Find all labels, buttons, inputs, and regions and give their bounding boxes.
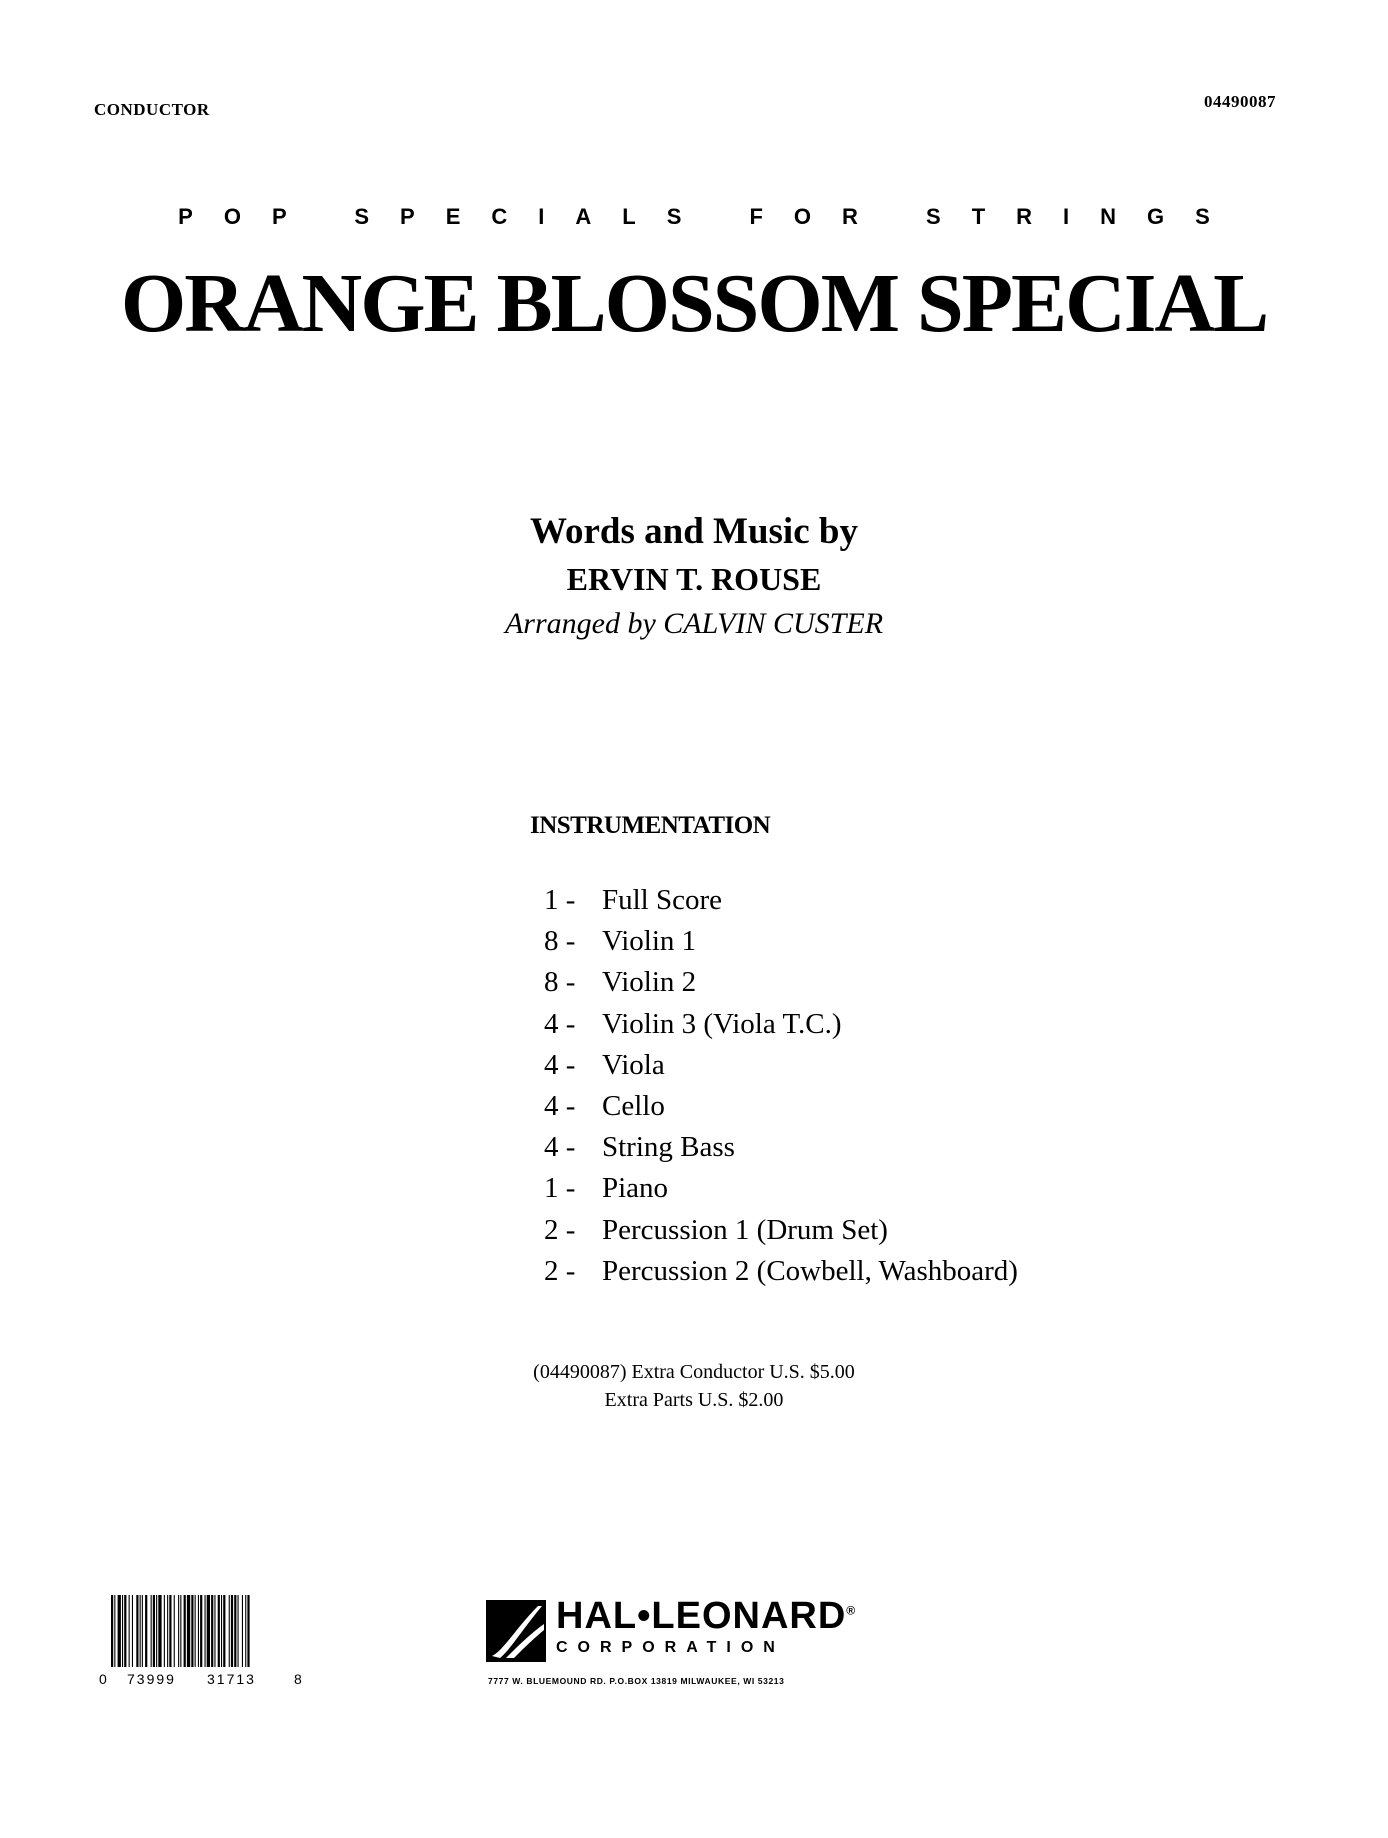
- barcode-bar: [211, 1595, 213, 1667]
- instrument-name: Violin 1: [602, 925, 697, 958]
- pricing-info: [0, 1358, 1388, 1414]
- barcode-bar: [122, 1595, 123, 1667]
- instrument-quantity: 4 -: [544, 1007, 576, 1040]
- instrument-name: Cello: [602, 1089, 665, 1122]
- instrument-quantity: 1 -: [544, 884, 576, 916]
- series-title: POP SPECIALS FOR STRINGS: [178, 204, 1241, 229]
- hal-leonard-emblem-icon: [486, 1600, 546, 1662]
- instrument-name: Piano: [602, 1172, 669, 1205]
- words-music-by-label: Words and Music by: [530, 511, 858, 552]
- barcode-bar: [247, 1595, 249, 1667]
- instrument-quantity: 4 -: [544, 1048, 576, 1081]
- barcode-bar: [174, 1595, 175, 1667]
- barcode-bar: [114, 1595, 115, 1667]
- song-title: ORANGE BLOSSOM SPECIAL: [120, 257, 1268, 350]
- instrument-item: [544, 921, 1018, 962]
- composer-name: ERVIN T. ROUSE: [566, 561, 822, 597]
- barcode-bar: [153, 1595, 155, 1667]
- publisher-address: 7777 W. BLUEMOUND RD. P.O.BOX 13819 MILWAUKEE, WI 53213: [488, 1676, 785, 1686]
- instrument-item: [544, 1251, 1018, 1292]
- instrument-name: Percussion 1 (Drum Set): [602, 1213, 888, 1246]
- instrument-name: Violin 3 (Viola T.C.): [602, 1007, 842, 1040]
- instrument-quantity: 2 -: [544, 1213, 576, 1246]
- instrument-item: [544, 1127, 1018, 1168]
- instrument-item: [544, 962, 1018, 1003]
- barcode-bar: [229, 1595, 230, 1667]
- barcode-bar: [132, 1595, 133, 1667]
- barcode-bar: [207, 1595, 210, 1667]
- barcode-bar: [242, 1595, 243, 1667]
- barcode-bar: [145, 1595, 147, 1667]
- extra-conductor-price: (04490087) Extra Conductor U.S. $5.00: [533, 1361, 855, 1383]
- instrument-item: [544, 1086, 1018, 1127]
- barcode-bar: [214, 1595, 215, 1667]
- barcode-bar: [234, 1595, 236, 1667]
- barcode-bar: [205, 1595, 206, 1667]
- barcode-bar: [231, 1595, 233, 1667]
- instrument-item: [544, 1004, 1018, 1045]
- barcode-bars: [111, 1595, 250, 1667]
- barcode-bar: [118, 1595, 121, 1667]
- barcode-bar: [195, 1595, 196, 1667]
- arranger-credit: Arranged by CALVIN CUSTER: [504, 607, 884, 640]
- barcode-bar: [245, 1595, 246, 1667]
- barcode-bar: [111, 1595, 113, 1667]
- instrument-quantity: 1 -: [544, 1172, 576, 1205]
- barcode-bar: [184, 1595, 186, 1667]
- barcode-bar: [164, 1595, 165, 1667]
- barcode-bar: [180, 1595, 181, 1667]
- barcode-bar: [156, 1595, 157, 1667]
- barcode-bar: [187, 1595, 190, 1667]
- barcode-bar: [140, 1595, 141, 1667]
- publisher-name: HAL•LEONARD®: [556, 1595, 857, 1637]
- barcode-bar: [191, 1595, 193, 1667]
- barcode-bar: [129, 1595, 130, 1667]
- barcode-bar: [198, 1595, 199, 1667]
- publisher-corporation: CORPORATION: [556, 1639, 785, 1656]
- instrument-name: Violin 2: [602, 966, 697, 999]
- instrument-item: [544, 1210, 1018, 1251]
- instrument-quantity: 8 -: [544, 925, 576, 958]
- barcode-bar: [238, 1595, 239, 1667]
- instrument-item: [544, 880, 1018, 921]
- instrumentation-heading: INSTRUMENTATION: [530, 812, 771, 839]
- credits: [0, 510, 1388, 644]
- instrument-quantity: 4 -: [544, 1131, 576, 1164]
- barcode-bar: [167, 1595, 168, 1667]
- instrumentation-list: [544, 880, 1018, 1292]
- instrument-quantity: 2 -: [544, 1254, 576, 1287]
- instrument-item: [544, 1168, 1018, 1209]
- instrument-quantity: 4 -: [544, 1089, 576, 1122]
- barcode-bar: [124, 1595, 126, 1667]
- instrument-quantity: 8 -: [544, 966, 576, 999]
- registered-mark: ®: [846, 1603, 857, 1618]
- instrument-name: Percussion 2 (Cowbell, Washboard): [602, 1254, 1018, 1287]
- instrument-item: [544, 1045, 1018, 1086]
- barcode-bar: [151, 1595, 152, 1667]
- barcode-bar: [142, 1595, 143, 1667]
- instrument-name: String Bass: [602, 1131, 735, 1164]
- barcode-bar: [218, 1595, 220, 1667]
- barcode-bar: [221, 1595, 222, 1667]
- barcode-right-group: 31713: [207, 1671, 256, 1687]
- catalog-number: 04490087: [1204, 92, 1276, 111]
- barcode-bar: [136, 1595, 138, 1667]
- barcode-left-digit: 0: [99, 1671, 107, 1687]
- barcode-bar: [169, 1595, 171, 1667]
- barcode-bar: [178, 1595, 179, 1667]
- barcode-right-digit: 8: [294, 1671, 302, 1687]
- barcode-bar: [223, 1595, 225, 1667]
- barcode-bar: [158, 1595, 161, 1667]
- part-label: CONDUCTOR: [94, 100, 210, 119]
- extra-parts-price: Extra Parts U.S. $2.00: [604, 1389, 784, 1411]
- instrument-name: Full Score: [602, 884, 723, 916]
- barcode-left-group: 73999: [127, 1671, 176, 1687]
- barcode: [97, 1593, 307, 1687]
- instrument-name: Viola: [602, 1048, 665, 1081]
- barcode-bar: [200, 1595, 202, 1667]
